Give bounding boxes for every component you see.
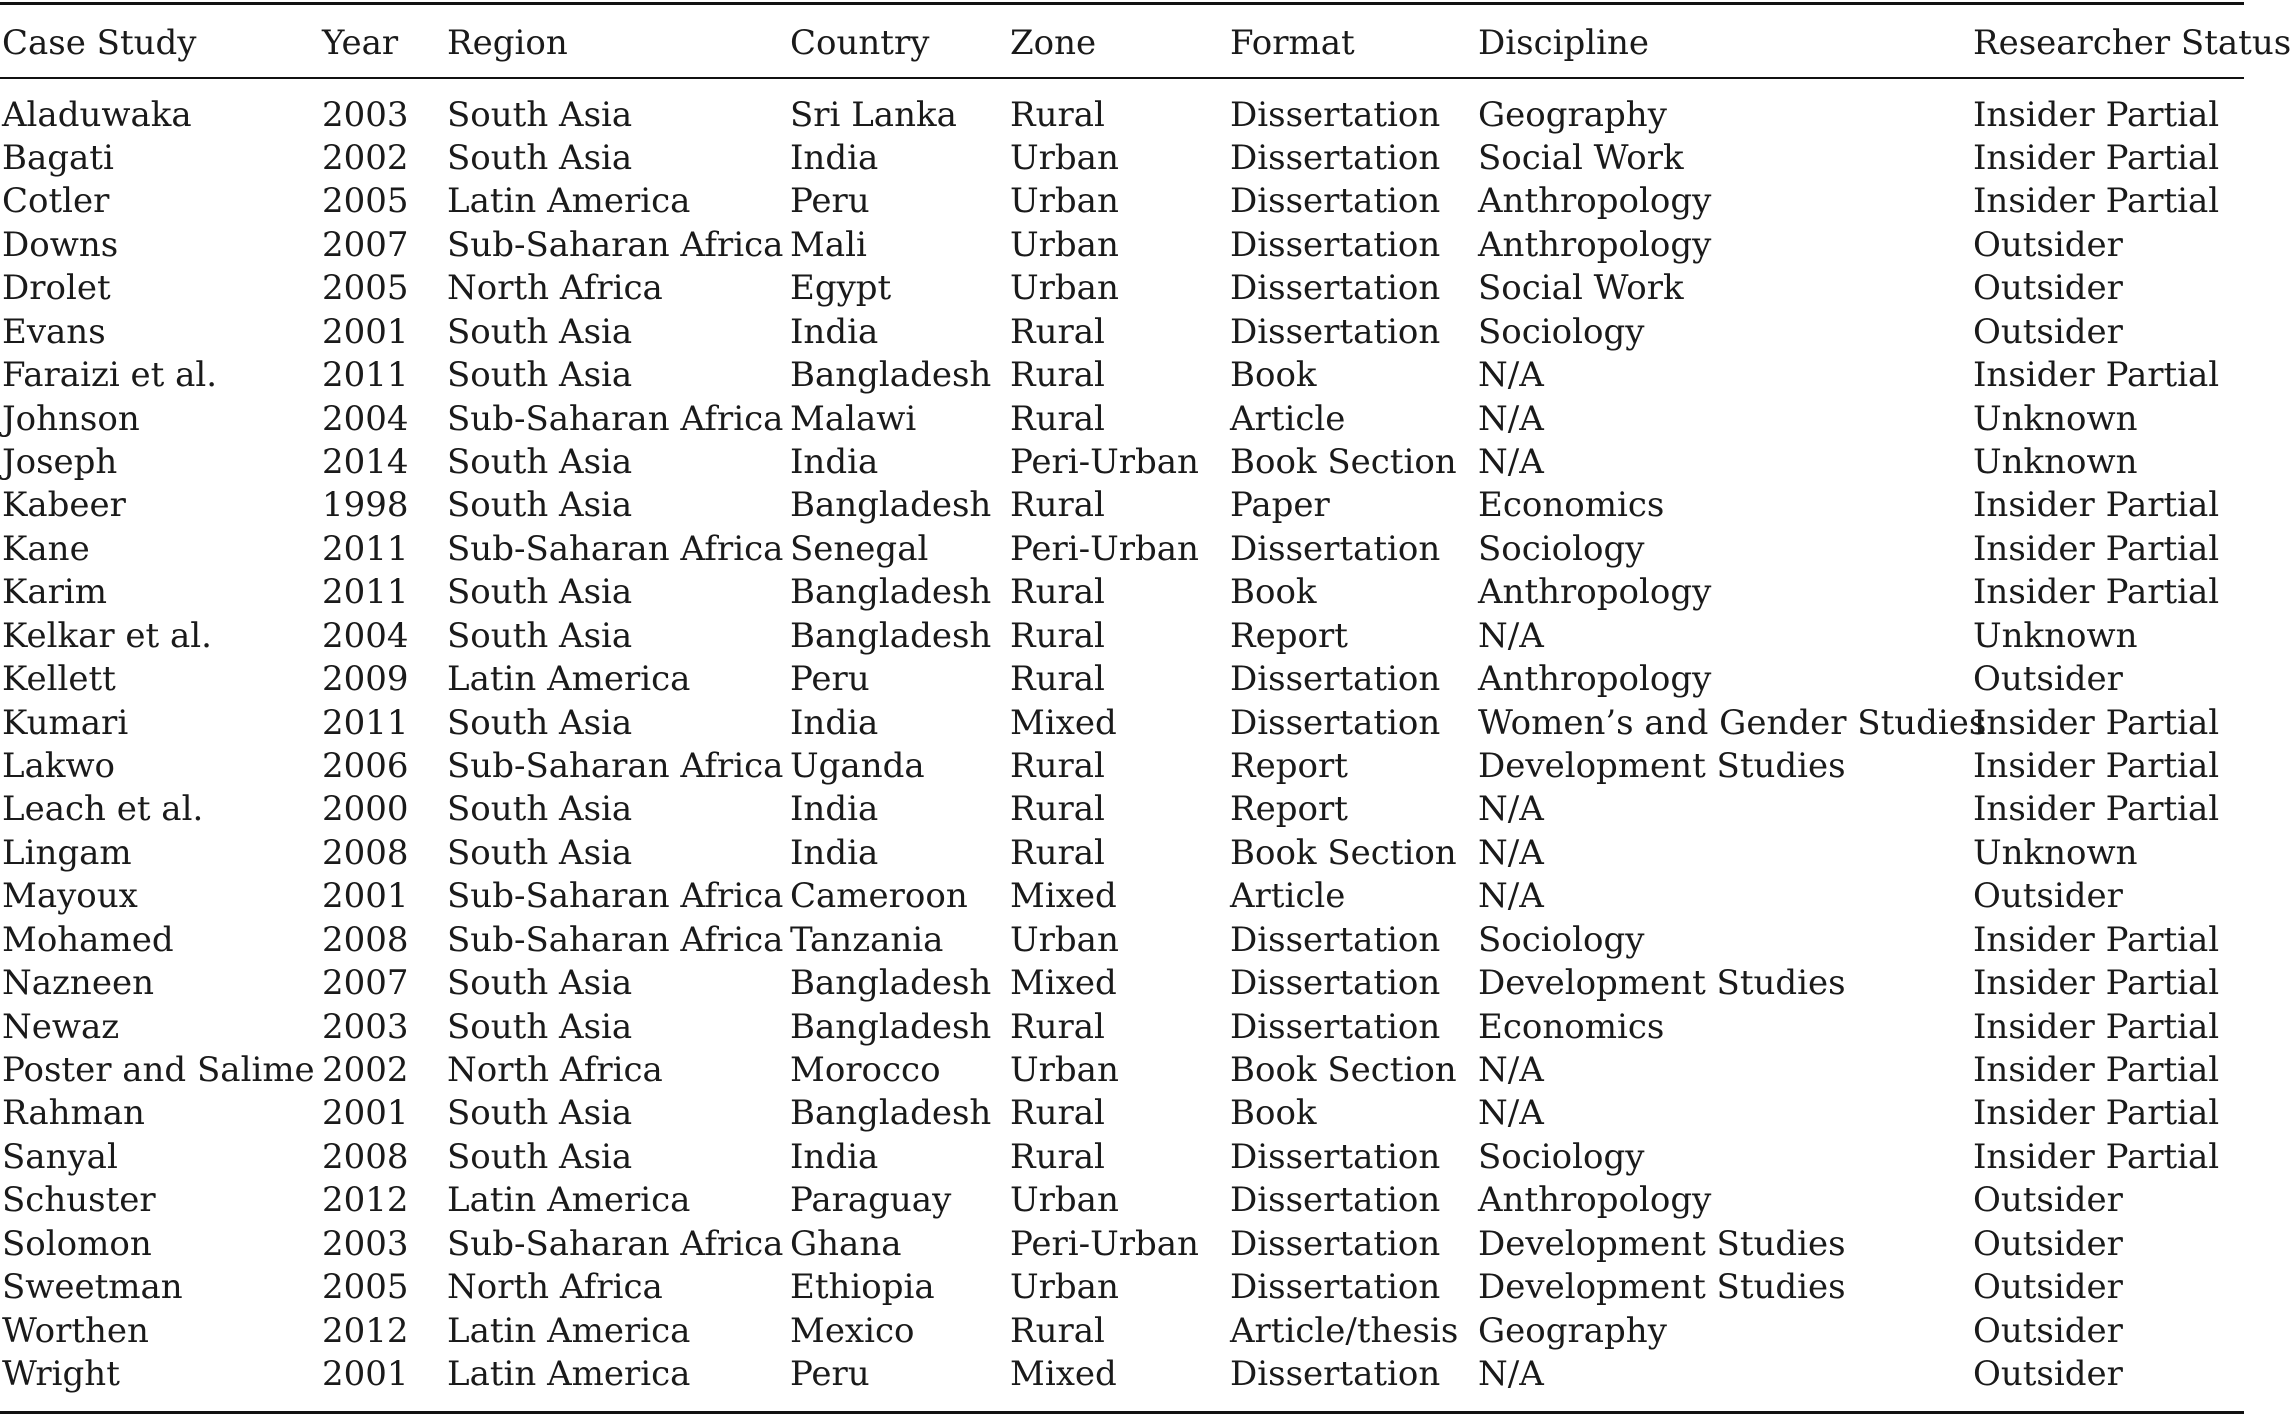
cell-discipline: Anthropology — [1478, 224, 1712, 265]
cell-discipline: Anthropology — [1478, 1180, 1712, 1221]
cell-region: South Asia — [447, 615, 633, 656]
cell-year: 2001 — [322, 311, 409, 352]
cell-discipline: Development Studies — [1478, 745, 1846, 786]
table-row — [0, 1092, 2244, 1135]
header-researcher-status: Researcher Status — [1973, 23, 2291, 63]
cell-discipline: Geography — [1478, 1310, 1667, 1351]
cell-researcher-status: Insider Partial — [1973, 94, 2220, 135]
cell-year: 2011 — [322, 528, 409, 569]
cell-case-study: Wright — [2, 1353, 120, 1394]
cell-country: Bangladesh — [790, 485, 992, 526]
table-row — [0, 94, 2244, 137]
cell-region: North Africa — [447, 268, 663, 309]
cell-case-study: Rahman — [2, 1093, 145, 1134]
table-row — [0, 875, 2244, 918]
cell-format: Dissertation — [1230, 659, 1441, 700]
cell-researcher-status: Outsider — [1973, 268, 2123, 309]
cell-format: Book — [1230, 572, 1317, 613]
cell-format: Book Section — [1230, 1049, 1457, 1090]
cell-year: 2000 — [322, 789, 409, 830]
cell-format: Dissertation — [1230, 181, 1441, 222]
table-row — [0, 1353, 2244, 1396]
table-row — [0, 398, 2244, 441]
cell-country: Ethiopia — [790, 1267, 935, 1308]
table-row — [0, 1223, 2244, 1266]
cell-country: Ghana — [790, 1223, 902, 1264]
cell-researcher-status: Insider Partial — [1973, 181, 2220, 222]
cell-format: Dissertation — [1230, 702, 1441, 743]
table-row — [0, 658, 2244, 701]
cell-zone: Rural — [1010, 572, 1105, 613]
table-row — [0, 441, 2244, 484]
cell-discipline: N/A — [1478, 876, 1544, 917]
cell-researcher-status: Insider Partial — [1973, 1093, 2220, 1134]
cell-format: Dissertation — [1230, 1267, 1441, 1308]
cell-region: South Asia — [447, 963, 633, 1004]
cell-region: South Asia — [447, 702, 633, 743]
cell-zone: Rural — [1010, 1006, 1105, 1047]
cell-format: Report — [1230, 615, 1348, 656]
cell-case-study: Sanyal — [2, 1136, 118, 1177]
cell-researcher-status: Outsider — [1973, 224, 2123, 265]
table-row — [0, 1136, 2244, 1179]
cell-case-study: Kumari — [2, 702, 129, 743]
cell-region: South Asia — [447, 1006, 633, 1047]
cell-case-study: Sweetman — [2, 1267, 183, 1308]
cell-format: Book Section — [1230, 441, 1457, 482]
cell-year: 2007 — [322, 963, 409, 1004]
cell-researcher-status: Insider Partial — [1973, 485, 2220, 526]
cell-region: South Asia — [447, 355, 633, 396]
cell-case-study: Lakwo — [2, 745, 116, 786]
cell-year: 2005 — [322, 268, 409, 309]
header-zone: Zone — [1010, 23, 1097, 63]
cell-country: Bangladesh — [790, 963, 992, 1004]
cell-year: 2002 — [322, 137, 409, 178]
cell-region: North Africa — [447, 1049, 663, 1090]
cell-zone: Urban — [1010, 1180, 1119, 1221]
cell-discipline: Anthropology — [1478, 659, 1712, 700]
cell-case-study: Solomon — [2, 1223, 152, 1264]
cell-researcher-status: Insider Partial — [1973, 1049, 2220, 1090]
cell-country: Paraguay — [790, 1180, 952, 1221]
cell-year: 2005 — [322, 1267, 409, 1308]
cell-year: 2012 — [322, 1310, 409, 1351]
table-row — [0, 1179, 2244, 1222]
cell-year: 2009 — [322, 659, 409, 700]
header-country: Country — [790, 23, 930, 63]
cell-year: 2004 — [322, 615, 409, 656]
cell-region: Latin America — [447, 1353, 691, 1394]
table-header-rule — [0, 77, 2244, 79]
cell-region: South Asia — [447, 441, 633, 482]
cell-researcher-status: Insider Partial — [1973, 1006, 2220, 1047]
cell-region: North Africa — [447, 1267, 663, 1308]
header-format: Format — [1230, 23, 1355, 63]
cell-researcher-status: Outsider — [1973, 1180, 2123, 1221]
cell-zone: Peri-Urban — [1010, 441, 1199, 482]
cell-year: 2008 — [322, 919, 409, 960]
cell-zone: Rural — [1010, 94, 1105, 135]
cell-case-study: Drolet — [2, 268, 111, 309]
cell-format: Dissertation — [1230, 1006, 1441, 1047]
cell-country: Tanzania — [790, 919, 944, 960]
cell-region: South Asia — [447, 1093, 633, 1134]
cell-format: Dissertation — [1230, 963, 1441, 1004]
table-row — [0, 484, 2244, 527]
cell-case-study: Karim — [2, 572, 108, 613]
cell-researcher-status: Insider Partial — [1973, 572, 2220, 613]
table-row — [0, 919, 2244, 962]
table-row — [0, 1006, 2244, 1049]
cell-zone: Rural — [1010, 832, 1105, 873]
cell-format: Dissertation — [1230, 1180, 1441, 1221]
cell-discipline: Social Work — [1478, 268, 1684, 309]
table-header-row — [0, 21, 2291, 65]
cell-region: Latin America — [447, 181, 691, 222]
cell-year: 2004 — [322, 398, 409, 439]
cell-case-study: Poster and Salime — [2, 1049, 315, 1090]
cell-zone: Rural — [1010, 615, 1105, 656]
cell-country: Peru — [790, 659, 870, 700]
cell-discipline: Development Studies — [1478, 963, 1846, 1004]
cell-country: Peru — [790, 181, 870, 222]
cell-zone: Rural — [1010, 398, 1105, 439]
cell-case-study: Mayoux — [2, 876, 138, 917]
cell-year: 2003 — [322, 1223, 409, 1264]
cell-country: Uganda — [790, 745, 925, 786]
cell-region: Sub-Saharan Africa — [447, 745, 784, 786]
cell-year: 2003 — [322, 94, 409, 135]
cell-discipline: Economics — [1478, 485, 1665, 526]
cell-year: 2014 — [322, 441, 409, 482]
table-row — [0, 1049, 2244, 1092]
cell-zone: Mixed — [1010, 1353, 1117, 1394]
cell-case-study: Nazneen — [2, 963, 154, 1004]
cell-region: Latin America — [447, 1180, 691, 1221]
cell-researcher-status: Insider Partial — [1973, 745, 2220, 786]
cell-discipline: Economics — [1478, 1006, 1665, 1047]
table-row — [0, 267, 2244, 310]
cell-format: Dissertation — [1230, 919, 1441, 960]
cell-case-study: Kane — [2, 528, 90, 569]
cell-region: South Asia — [447, 789, 633, 830]
cell-researcher-status: Insider Partial — [1973, 1136, 2220, 1177]
cell-format: Article/thesis — [1230, 1310, 1459, 1351]
cell-discipline: N/A — [1478, 789, 1544, 830]
cell-researcher-status: Outsider — [1973, 659, 2123, 700]
table-row — [0, 1310, 2244, 1353]
cell-country: India — [790, 441, 879, 482]
cell-country: Malawi — [790, 398, 917, 439]
cell-researcher-status: Insider Partial — [1973, 137, 2220, 178]
table-row — [0, 745, 2244, 788]
cell-country: India — [790, 1136, 879, 1177]
cell-format: Dissertation — [1230, 1353, 1441, 1394]
cell-region: South Asia — [447, 1136, 633, 1177]
table-row — [0, 224, 2244, 267]
table-row — [0, 528, 2244, 571]
cell-zone: Rural — [1010, 789, 1105, 830]
cell-year: 2011 — [322, 572, 409, 613]
cell-year: 1998 — [322, 485, 409, 526]
cell-format: Book — [1230, 1093, 1317, 1134]
cell-country: India — [790, 311, 879, 352]
cell-country: Bangladesh — [790, 1093, 992, 1134]
cell-researcher-status: Outsider — [1973, 311, 2123, 352]
table-top-rule — [0, 2, 2244, 5]
table-bottom-rule — [0, 1411, 2244, 1414]
cell-zone: Urban — [1010, 181, 1119, 222]
cell-region: South Asia — [447, 94, 633, 135]
cell-zone: Urban — [1010, 1267, 1119, 1308]
cell-year: 2001 — [322, 1093, 409, 1134]
cell-zone: Urban — [1010, 268, 1119, 309]
table-row — [0, 571, 2244, 614]
table-row — [0, 311, 2244, 354]
cell-researcher-status: Unknown — [1973, 398, 2138, 439]
cell-zone: Rural — [1010, 1093, 1105, 1134]
cell-discipline: N/A — [1478, 832, 1544, 873]
cell-year: 2005 — [322, 181, 409, 222]
cell-zone: Urban — [1010, 224, 1119, 265]
cell-researcher-status: Outsider — [1973, 1267, 2123, 1308]
cell-discipline: Development Studies — [1478, 1267, 1846, 1308]
cell-researcher-status: Outsider — [1973, 1223, 2123, 1264]
cell-country: Bangladesh — [790, 572, 992, 613]
cell-region: South Asia — [447, 311, 633, 352]
cell-country: India — [790, 832, 879, 873]
cell-year: 2006 — [322, 745, 409, 786]
table-row — [0, 180, 2244, 223]
cell-discipline: Sociology — [1478, 528, 1645, 569]
table-row — [0, 788, 2244, 831]
cell-zone: Mixed — [1010, 702, 1117, 743]
cell-discipline: N/A — [1478, 1049, 1544, 1090]
cell-country: Bangladesh — [790, 615, 992, 656]
cell-zone: Mixed — [1010, 876, 1117, 917]
cell-format: Dissertation — [1230, 224, 1441, 265]
cell-format: Paper — [1230, 485, 1330, 526]
cell-zone: Rural — [1010, 485, 1105, 526]
cell-region: Sub-Saharan Africa — [447, 224, 784, 265]
cell-format: Dissertation — [1230, 1223, 1441, 1264]
cell-country: Senegal — [790, 528, 929, 569]
cell-case-study: Evans — [2, 311, 106, 352]
table-row — [0, 702, 2244, 745]
cell-region: South Asia — [447, 572, 633, 613]
cell-researcher-status: Outsider — [1973, 1353, 2123, 1394]
cell-case-study: Kabeer — [2, 485, 126, 526]
cell-case-study: Joseph — [2, 441, 118, 482]
cell-format: Report — [1230, 789, 1348, 830]
cell-discipline: Sociology — [1478, 1136, 1645, 1177]
cell-discipline: N/A — [1478, 355, 1544, 396]
cell-case-study: Aladuwaka — [2, 94, 192, 135]
table-row — [0, 1266, 2244, 1309]
cell-country: Peru — [790, 1353, 870, 1394]
table-row — [0, 354, 2244, 397]
cell-region: South Asia — [447, 485, 633, 526]
cell-case-study: Lingam — [2, 832, 132, 873]
cell-region: Sub-Saharan Africa — [447, 398, 784, 439]
cell-researcher-status: Unknown — [1973, 441, 2138, 482]
cell-format: Dissertation — [1230, 528, 1441, 569]
cell-case-study: Downs — [2, 224, 119, 265]
cell-country: Morocco — [790, 1049, 941, 1090]
cell-format: Dissertation — [1230, 268, 1441, 309]
cell-country: India — [790, 137, 879, 178]
cell-case-study: Faraizi et al. — [2, 355, 218, 396]
cell-zone: Rural — [1010, 311, 1105, 352]
cell-year: 2001 — [322, 1353, 409, 1394]
cell-year: 2012 — [322, 1180, 409, 1221]
cell-year: 2002 — [322, 1049, 409, 1090]
cell-format: Dissertation — [1230, 137, 1441, 178]
cell-year: 2008 — [322, 1136, 409, 1177]
cell-researcher-status: Unknown — [1973, 615, 2138, 656]
table-row — [0, 615, 2244, 658]
cell-case-study: Newaz — [2, 1006, 120, 1047]
header-case-study: Case Study — [2, 23, 197, 63]
cell-discipline: Anthropology — [1478, 572, 1712, 613]
cell-discipline: N/A — [1478, 441, 1544, 482]
cell-format: Dissertation — [1230, 311, 1441, 352]
cell-format: Book — [1230, 355, 1317, 396]
cell-zone: Rural — [1010, 1310, 1105, 1351]
cell-researcher-status: Unknown — [1973, 832, 2138, 873]
cell-case-study: Worthen — [2, 1310, 149, 1351]
header-discipline: Discipline — [1478, 23, 1650, 63]
cell-researcher-status: Outsider — [1973, 1310, 2123, 1351]
cell-case-study: Kelkar et al. — [2, 615, 212, 656]
cell-discipline: Sociology — [1478, 919, 1645, 960]
cell-discipline: Geography — [1478, 94, 1667, 135]
cell-discipline: Anthropology — [1478, 181, 1712, 222]
cell-zone: Urban — [1010, 137, 1119, 178]
cell-country: Egypt — [790, 268, 892, 309]
cell-country: Mexico — [790, 1310, 915, 1351]
cell-format: Report — [1230, 745, 1348, 786]
cell-zone: Urban — [1010, 919, 1119, 960]
cell-format: Article — [1230, 398, 1346, 439]
cell-format: Dissertation — [1230, 94, 1441, 135]
cell-case-study: Schuster — [2, 1180, 156, 1221]
cell-zone: Rural — [1010, 355, 1105, 396]
cell-region: Latin America — [447, 659, 691, 700]
cell-case-study: Mohamed — [2, 919, 174, 960]
cell-year: 2011 — [322, 355, 409, 396]
header-year: Year — [322, 23, 399, 63]
cell-discipline: N/A — [1478, 398, 1544, 439]
cell-discipline: N/A — [1478, 615, 1544, 656]
cell-discipline: Social Work — [1478, 137, 1684, 178]
cell-researcher-status: Insider Partial — [1973, 702, 2220, 743]
cell-zone: Peri-Urban — [1010, 1223, 1199, 1264]
cell-region: Latin America — [447, 1310, 691, 1351]
cell-researcher-status: Outsider — [1973, 876, 2123, 917]
cell-researcher-status: Insider Partial — [1973, 355, 2220, 396]
cell-year: 2008 — [322, 832, 409, 873]
cell-zone: Rural — [1010, 1136, 1105, 1177]
cell-country: Sri Lanka — [790, 94, 957, 135]
cell-country: India — [790, 789, 879, 830]
cell-year: 2003 — [322, 1006, 409, 1047]
cell-region: Sub-Saharan Africa — [447, 876, 784, 917]
cell-discipline: Development Studies — [1478, 1223, 1846, 1264]
table-row — [0, 137, 2244, 180]
cell-case-study: Leach et al. — [2, 789, 204, 830]
cell-zone: Rural — [1010, 659, 1105, 700]
cell-zone: Peri-Urban — [1010, 528, 1199, 569]
header-region: Region — [447, 23, 568, 63]
cell-researcher-status: Insider Partial — [1973, 919, 2220, 960]
cell-year: 2011 — [322, 702, 409, 743]
cell-region: Sub-Saharan Africa — [447, 528, 784, 569]
cell-researcher-status: Insider Partial — [1973, 963, 2220, 1004]
cell-region: South Asia — [447, 832, 633, 873]
cell-case-study: Bagati — [2, 137, 114, 178]
cell-discipline: Sociology — [1478, 311, 1645, 352]
cell-country: Cameroon — [790, 876, 968, 917]
cell-format: Book Section — [1230, 832, 1457, 873]
cell-format: Article — [1230, 876, 1346, 917]
cell-case-study: Cotler — [2, 181, 110, 222]
cell-discipline: N/A — [1478, 1093, 1544, 1134]
cell-format: Dissertation — [1230, 1136, 1441, 1177]
cell-zone: Urban — [1010, 1049, 1119, 1090]
cell-country: India — [790, 702, 879, 743]
cell-region: South Asia — [447, 137, 633, 178]
cell-discipline: N/A — [1478, 1353, 1544, 1394]
cell-discipline: Women’s and Gender Studies — [1478, 702, 1987, 743]
cell-zone: Mixed — [1010, 963, 1117, 1004]
cell-region: Sub-Saharan Africa — [447, 1223, 784, 1264]
cell-case-study: Kellett — [2, 659, 116, 700]
cell-year: 2007 — [322, 224, 409, 265]
cell-year: 2001 — [322, 876, 409, 917]
cell-researcher-status: Insider Partial — [1973, 789, 2220, 830]
cell-country: Mali — [790, 224, 867, 265]
cell-zone: Rural — [1010, 745, 1105, 786]
table-row — [0, 962, 2244, 1005]
cell-country: Bangladesh — [790, 355, 992, 396]
cell-region: Sub-Saharan Africa — [447, 919, 784, 960]
cell-country: Bangladesh — [790, 1006, 992, 1047]
cell-case-study: Johnson — [2, 398, 140, 439]
cell-researcher-status: Insider Partial — [1973, 528, 2220, 569]
table-row — [0, 832, 2244, 875]
